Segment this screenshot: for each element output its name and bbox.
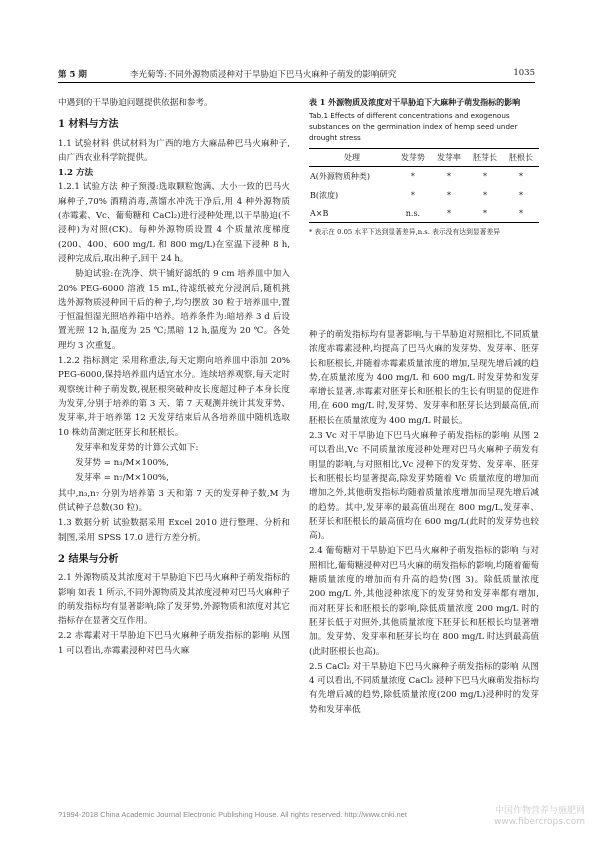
paragraph: 2.2 赤霉素对干旱胁迫下巴马火麻种子萌发指标的影响 从图 1 可以看出,赤霉素浸种对巴马火麻 bbox=[58, 631, 290, 656]
section-heading: 2 结果与分析 bbox=[58, 553, 119, 565]
watermark-line: www.fibercrops.com bbox=[494, 817, 585, 827]
page-number: 1035 bbox=[513, 68, 535, 78]
paragraph: 2.5 CaCl₂ 对干旱胁迫下巴马火麻种子萌发指标的影响 从图 4 可以看出,不同质量浓度 CaCl₂ 浸种下巴马火麻萌发指标均有先增后减的趋势,除低质量浓度(200 mg/L)浸种时的发芽势和发芽率低 bbox=[309, 661, 539, 715]
header-cell: 发芽率 bbox=[431, 149, 467, 167]
table-cell: * bbox=[482, 172, 487, 181]
table-row bbox=[309, 186, 539, 205]
table-cell: A×B bbox=[309, 205, 395, 223]
right-column bbox=[309, 328, 539, 718]
paragraph: 1.2.2 指标测定 采用称重法,每天定期向培养皿中添加 20% PEG-6000,保持培养皿内适宜水分。连续培养观察,每天定时观察统计种子萌发数,视胚根突破种皮长度超过种子本身长度为发芽,分别于培养的第 3 天、第 7 天观测并统计其发芽势、发芽率,并于培养第 12 天发芽结束后从各培养皿中随机选取 10 株幼苗测定胚芽长和胚根长。 bbox=[58, 356, 290, 438]
running-title: 李光菊等:不同外源物质浸种对干旱胁迫下巴马火麻种子萌发的影响研究 bbox=[130, 70, 397, 80]
paragraph: 1.3 数据分析 试验数据采用 Excel 2010 进行整理、分析和制图,采用 SPSS 17.0 进行方差分析。 bbox=[58, 518, 290, 543]
header-cell: 处理 bbox=[309, 149, 395, 167]
table-row bbox=[309, 205, 539, 223]
table-1 bbox=[309, 96, 539, 236]
table-cell: * bbox=[467, 205, 503, 223]
issue-number: 第 5 期 bbox=[58, 70, 87, 80]
section-heading: 1 材料与方法 bbox=[58, 119, 119, 131]
paragraph: 2.1 外源物质及其浓度对干旱胁迫下巴马火麻种子萌发指标的影响 如表 1 所示,不同外源物质及其浓度浸种对巴马火麻种子的萌发指标均有显著影响;除了发芽势,外源物质和浓度对其它指标存在显著交互作用。 bbox=[58, 573, 290, 627]
table-cell: * bbox=[446, 191, 451, 200]
table-cell: * bbox=[518, 191, 523, 200]
table-cell: * bbox=[410, 191, 415, 200]
table-caption-en: Tab.1 Effects of different concentrations and exogenous substances on the germination index of hemp seed under drought stress bbox=[309, 111, 518, 142]
formula-line: 发芽势 = n₃/M×100%, bbox=[75, 458, 169, 469]
table-cell: * bbox=[431, 205, 467, 223]
results-table bbox=[309, 148, 539, 223]
table-cell: * bbox=[410, 172, 415, 181]
left-column bbox=[58, 96, 290, 659]
table-note: * 表示在 0.05 水平下达到显著差异,n.s. 表示没有达到显著差异 bbox=[309, 228, 501, 236]
watermark-line: 中国作物营养与施肥网 bbox=[494, 806, 585, 816]
header-cell: 发芽势 bbox=[395, 149, 431, 167]
paragraph: 胁迫试验:在洗净、烘干铺好滤纸的 9 cm 培养皿中加入 20% PEG-6000 溶液 15 mL,待滤纸被充分浸润后,随机挑选外源物质浸种回干后的种子,均匀摆放 30 粒于培养皿中,置于恒温恒湿光照培养箱中培养。培养条件为:暗培养 3 d 后设置光照 12 h,温度为 25 ℃;黑暗 12 h,温度为 20 ℃。各处理均 3 次重复。 bbox=[58, 269, 290, 351]
header-cell: 胚芽长 bbox=[467, 149, 503, 167]
paragraph: 2.3 Vc 对干旱胁迫下巴马火麻种子萌发指标的影响 从图 2 可以看出,Vc 不同质量浓度浸种处理对巴马火麻种子萌发有明显的影响,与对照相比,Vc 浸种下的发芽势、发芽率、胚芽长和胚根长均显著提高,除发芽势随着 Vc 质量浓度的增加而增加之外,其他萌发指标均随着质量浓度增加而呈现先增后减的趋势。其中,发芽率的最高值出现在 800 mg/L,发芽率、胚芽长和胚根长的最高值均在 600 mg/L(此时的发芽势也较高)。 bbox=[309, 431, 539, 542]
paragraph: 1.2.1 试验方法 种子预漫:选取颗粒饱满、大小一致的巴马火麻种子,70% 酒精消毒,蒸馏水冲洗干净后,用 4 种外源物质(赤霉素、Vc、葡萄糖和 CaCl₂)进行浸种处理,以干旱胁迫(不浸种)为对照(CK)。每种外源物质设置 4 个质量浓度梯度(200、400、600 mg/L 和 800 mg/L)在室温下浸种 8 h,浸种完成后,取出种子,回干 24 h。 bbox=[58, 182, 290, 264]
watermark bbox=[494, 806, 585, 828]
paragraph: 中遇到的干旱胁迫问题提供依据和参考。 bbox=[58, 98, 213, 108]
paragraph: 2.4 葡萄糖对干旱胁迫下巴马火麻种子萌发指标的影响 与对照相比,葡萄糖浸种对巴马火麻的萌发指标的影响,均随着葡萄糖质量浓度的增加而有升高的趋势(图 3)。除低质量浓度 200 mg/L 外,其他浸种浓度下的发芽势和发芽率都有增加,而对胚芽长和胚根长的影响,除低质量浓度 200 mg/L 时的胚芽长低于对照外,其他质量浓度下胚芽长和胚根长均显著增加。发芽势、发芽率和胚芽长均在 800 mg/L 时达到最高值(此时胚根长也高)。 bbox=[309, 546, 539, 657]
table-cell: * bbox=[482, 191, 487, 200]
paragraph: 发芽率和发芽势的计算公式如下: bbox=[75, 442, 199, 453]
table-cell: B(浓度) bbox=[310, 191, 339, 200]
table-header-row bbox=[309, 149, 539, 167]
subsection-heading: 1.2 方法 bbox=[58, 168, 94, 179]
paragraph: 种子的萌发指标均有显著影响,与干旱胁迫对照相比,不同质量浓度赤霉素浸种,均提高了巴马火麻的发芽势、发芽率、胚芽长和胚根长,并随着赤霉素质量浓度的增加,呈现先增后减的趋势,在质量浓度为 400 mg/L 和 600 mg/L 时发芽势和发芽率增长显著,赤霉素对胚芽长和胚根长的生长有明显的促进作用,在 600 mg/L 时,发芽势、发芽率和胚芽长达到最高值,而胚根长在质量浓度为 400 mg/L 时最长。 bbox=[309, 330, 539, 426]
paragraph: 其中,n₃,n₇ 分别为培养第 3 天和第 7 天的发芽种子数,M 为供试种子总数(30 粒)。 bbox=[58, 488, 290, 514]
table-cell: * bbox=[446, 172, 451, 181]
table-cell: A(外源物质种类) bbox=[310, 172, 371, 181]
page-header bbox=[58, 68, 535, 83]
copyright-footer: ?1994-2018 China Academic Journal Electronic Publishing House. All rights reserved. http://www.cnki.net bbox=[58, 810, 407, 819]
header-cell: 胚根长 bbox=[503, 149, 539, 167]
table-cell: n.s. bbox=[395, 205, 431, 223]
table-row bbox=[309, 167, 539, 187]
formula-line: 发芽率 = n₇/M×100%, bbox=[75, 473, 169, 484]
table-cell: * bbox=[518, 172, 523, 181]
table-cell: * bbox=[503, 205, 539, 223]
paragraph: 1.1 试验材料 供试材料为广西的地方大麻品种巴马火麻种子,由广西农业科学院提供。 bbox=[58, 138, 290, 163]
table-caption-cn: 表 1 外源物质及浓度对干旱胁迫下大麻种子萌发指标的影响 bbox=[309, 97, 521, 107]
